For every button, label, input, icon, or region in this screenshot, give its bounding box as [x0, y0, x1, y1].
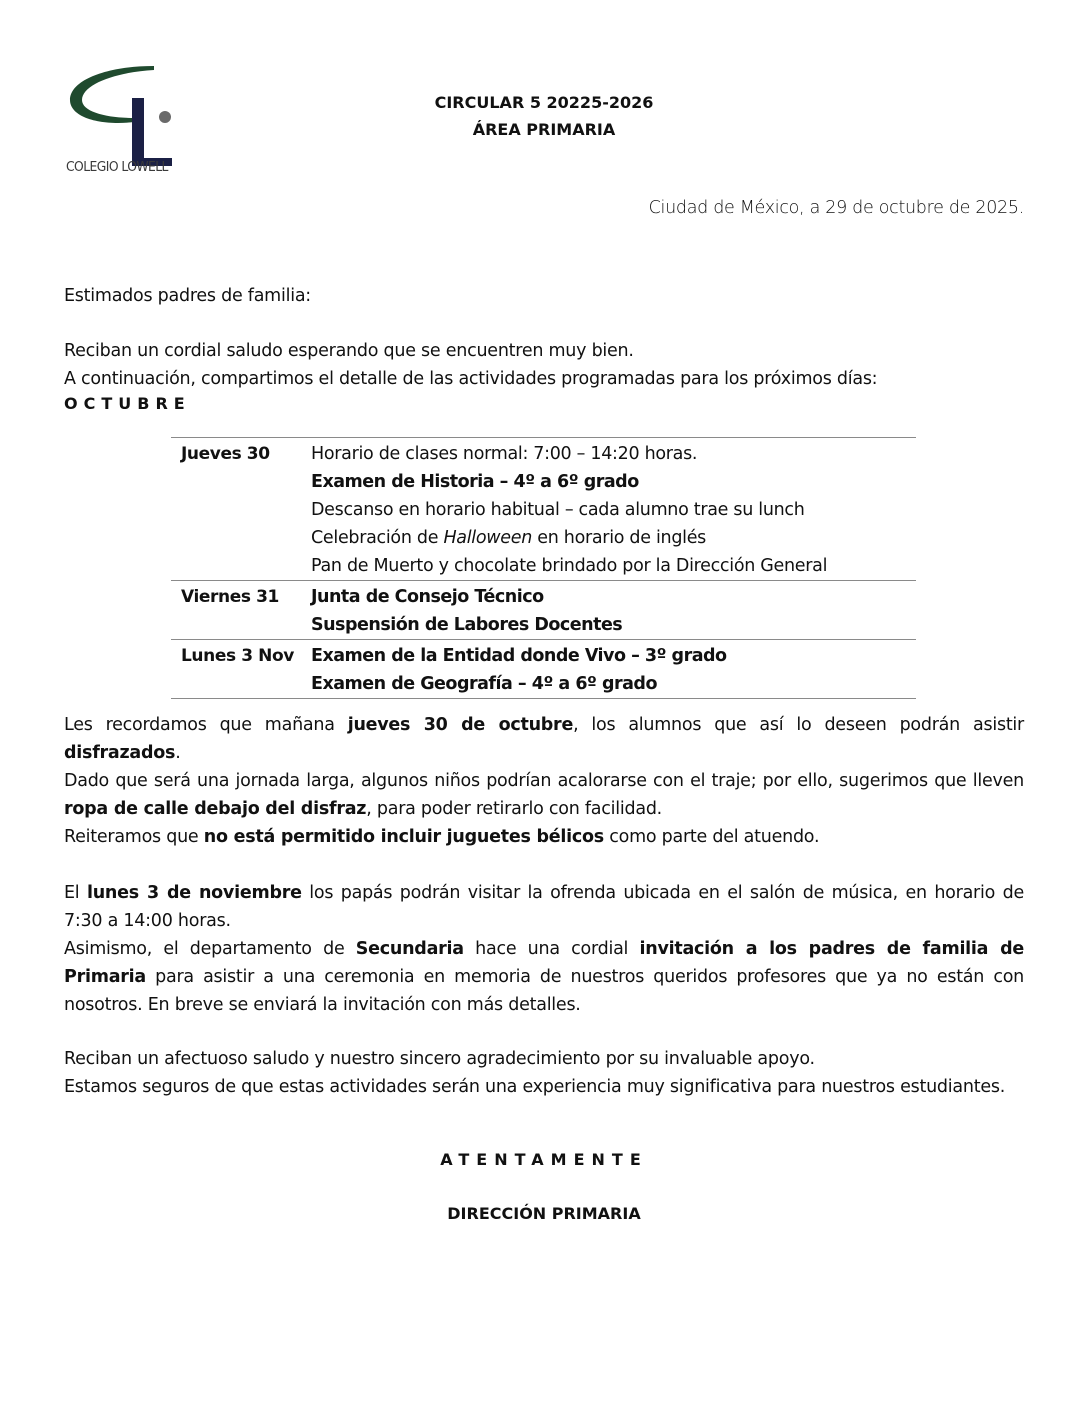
- text: Asimismo, el departamento de: [64, 939, 356, 959]
- circular-title: CIRCULAR 5 20225-2026: [434, 93, 654, 112]
- intro-line: Reciban un cordial saludo esperando que se encuentren muy bien.: [64, 341, 634, 361]
- text: El: [64, 883, 87, 903]
- sentence: [64, 935, 1024, 1019]
- schedule-item: Descanso en horario habitual – cada alumno trae su lunch: [311, 500, 805, 520]
- emphasis: ropa de calle debajo del disfraz: [64, 799, 367, 819]
- text: Dado que será una jornada larga, algunos niños podrían acalorarse con el traje; por ello, sugerimos que lleven: [64, 771, 1024, 791]
- text: , los alumnos que así lo deseen podrán asistir: [573, 715, 1024, 735]
- schedule-row: [171, 639, 916, 699]
- text: , para poder retirarlo con facilidad.: [366, 799, 662, 819]
- ofrenda-paragraph: [64, 879, 1024, 1019]
- emphasis: Secundaria: [355, 939, 464, 959]
- item-text: Celebración de: [311, 528, 444, 548]
- schedule-day: Lunes 3 Nov: [181, 646, 294, 666]
- signature: DIRECCIÓN PRIMARIA: [447, 1204, 641, 1223]
- text: hace una cordial: [463, 939, 640, 959]
- emphasis: no está permitido incluir juguetes bélicos: [203, 827, 604, 847]
- emphasis: jueves 30 de octubre: [347, 715, 574, 735]
- text: Les recordamos que mañana: [64, 715, 348, 735]
- sentence: Estamos seguros de que estas actividades serán una experiencia muy significativa para nuestros estudiantes.: [64, 1077, 1006, 1097]
- date-line: Ciudad de México, a 29 de octubre de 2025.: [648, 198, 1024, 218]
- sentence: [64, 879, 1024, 935]
- text: como parte del atuendo.: [603, 827, 820, 847]
- emphasis: invitación a los padres de familia de Primaria: [64, 939, 1024, 987]
- schedule-row: [171, 580, 916, 639]
- circular-subtitle: ÁREA PRIMARIA: [472, 120, 616, 139]
- schedule-item: Examen de Geografía – 4º a 6º grado: [311, 674, 657, 694]
- school-name: COLEGIO LOWELL: [66, 160, 168, 175]
- sentence: [64, 767, 1024, 823]
- emphasis: lunes 3 de noviembre: [86, 883, 302, 903]
- emphasis: disfrazados: [64, 743, 176, 763]
- month-heading: OCTUBRE: [64, 394, 191, 413]
- schedule-item: Pan de Muerto y chocolate brindado por la Dirección General: [311, 556, 828, 576]
- greeting: Estimados padres de familia:: [64, 286, 311, 306]
- schedule-day: Viernes 31: [181, 587, 279, 607]
- text: Reiteramos que: [64, 827, 204, 847]
- intro: [64, 337, 1024, 393]
- schedule-item: Horario de clases normal: 7:00 – 14:20 horas.: [311, 444, 698, 464]
- schedule-item: Junta de Consejo Técnico: [311, 587, 544, 607]
- schedule-day: Jueves 30: [181, 444, 270, 464]
- schedule-item: Examen de la Entidad donde Vivo – 3º grado: [311, 646, 727, 666]
- sentence: [64, 823, 1024, 851]
- schedule-table: [171, 437, 916, 699]
- salutation: ATENTAMENTE: [440, 1150, 648, 1169]
- schedule-item: [311, 524, 916, 552]
- costume-paragraph: [64, 711, 1024, 851]
- text: los papás podrán visitar la ofrenda ubicada en el salón de música, en horario de 7:30 a 14:00 horas.: [64, 883, 1024, 931]
- schedule-item: Suspensión de Labores Docentes: [311, 615, 623, 635]
- sentence: Reciban un afectuoso saludo y nuestro sincero agradecimiento por su invaluable apoyo.: [64, 1049, 815, 1069]
- text: para asistir a una ceremonia en memoria de nuestros queridos profesores que ya no están con nosotros. En breve se enviará la invitación con más detalles.: [64, 967, 1024, 1015]
- closing-paragraph: [64, 1045, 1024, 1101]
- sentence: [64, 711, 1024, 767]
- item-text: en horario de inglés: [532, 528, 706, 548]
- item-italic: Halloween: [443, 528, 532, 548]
- text: .: [175, 743, 181, 763]
- schedule-row: [171, 437, 916, 580]
- schedule-item: Examen de Historia – 4º a 6º grado: [311, 472, 639, 492]
- intro-line: A continuación, compartimos el detalle de las actividades programadas para los próximos días:: [64, 369, 878, 389]
